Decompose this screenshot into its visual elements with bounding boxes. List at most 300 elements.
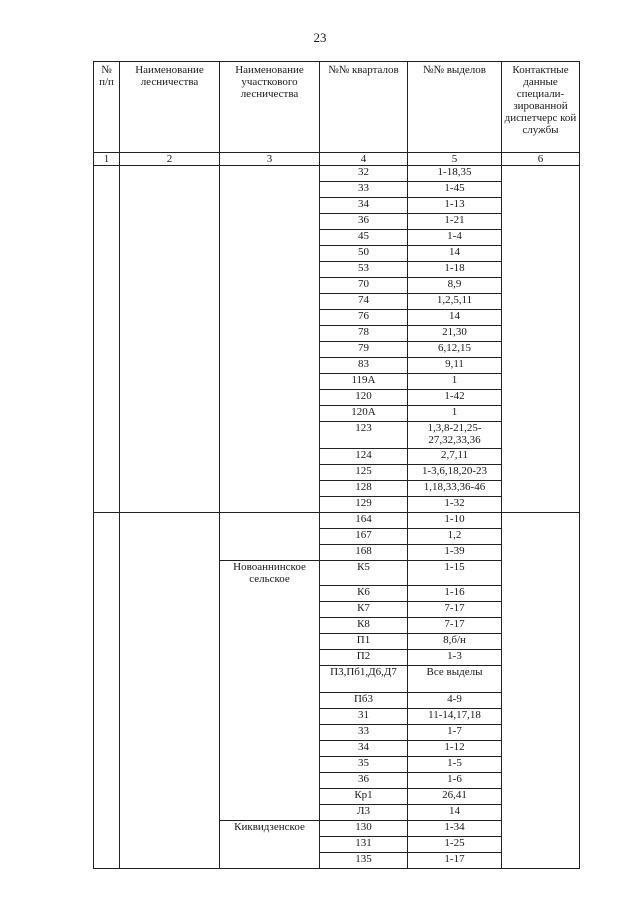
cell-quarter: 125 [320, 465, 408, 481]
cell-contacts [502, 692, 580, 708]
cell-quarter: 123 [320, 422, 408, 449]
cell-allotments: 26,41 [408, 788, 502, 804]
cell-quarter: 167 [320, 529, 408, 545]
cell-allotments: 2,7,11 [408, 449, 502, 465]
column-number-row [94, 153, 580, 166]
cell-contacts [502, 481, 580, 497]
cell-district-forestry [220, 166, 320, 182]
cell-number [94, 278, 120, 294]
cell-allotments: Все выделы [408, 665, 502, 692]
cell-forestry [120, 465, 220, 481]
table-row [94, 740, 580, 756]
cell-number [94, 342, 120, 358]
cell-quarter: 79 [320, 342, 408, 358]
cell-forestry [120, 374, 220, 390]
cell-forestry [120, 692, 220, 708]
cell-forestry [120, 182, 220, 198]
column-number: 1 [94, 153, 120, 166]
cell-quarter: К8 [320, 617, 408, 633]
cell-number [94, 513, 120, 529]
cell-district-forestry [220, 262, 320, 278]
cell-number [94, 820, 120, 836]
cell-contacts [502, 836, 580, 852]
cell-contacts [502, 788, 580, 804]
cell-district-forestry [220, 465, 320, 481]
cell-quarter: 36 [320, 214, 408, 230]
cell-allotments: 11-14,17,18 [408, 708, 502, 724]
cell-quarter: 124 [320, 449, 408, 465]
cell-number [94, 465, 120, 481]
cell-district-forestry [220, 326, 320, 342]
cell-quarter: 130 [320, 820, 408, 836]
cell-allotments: 1-34 [408, 820, 502, 836]
cell-forestry [120, 617, 220, 633]
cell-number [94, 358, 120, 374]
cell-allotments: 9,11 [408, 358, 502, 374]
table-row [94, 649, 580, 665]
cell-number [94, 481, 120, 497]
cell-forestry [120, 740, 220, 756]
cell-allotments: 7-17 [408, 601, 502, 617]
cell-number [94, 166, 120, 182]
column-number: 4 [320, 153, 408, 166]
cell-number [94, 246, 120, 262]
cell-number [94, 617, 120, 633]
cell-district-forestry [220, 633, 320, 649]
cell-number [94, 601, 120, 617]
cell-number [94, 529, 120, 545]
table-row [94, 804, 580, 820]
cell-quarter: 70 [320, 278, 408, 294]
cell-quarter: 135 [320, 852, 408, 868]
table-row [94, 449, 580, 465]
header-district-forestry: Наименование участкового лесничества [220, 62, 320, 153]
cell-contacts [502, 756, 580, 772]
cell-contacts [502, 465, 580, 481]
column-number: 3 [220, 153, 320, 166]
cell-forestry [120, 724, 220, 740]
cell-district-forestry [220, 230, 320, 246]
cell-number [94, 214, 120, 230]
cell-allotments: 14 [408, 246, 502, 262]
cell-quarter: Пб3 [320, 692, 408, 708]
cell-allotments: 1 [408, 406, 502, 422]
cell-district-forestry [220, 198, 320, 214]
cell-district-forestry [220, 772, 320, 788]
cell-number [94, 262, 120, 278]
table-row [94, 561, 580, 586]
cell-district-forestry [220, 740, 320, 756]
cell-contacts [502, 804, 580, 820]
cell-allotments: 6,12,15 [408, 342, 502, 358]
cell-allotments: 1-10 [408, 513, 502, 529]
cell-number [94, 724, 120, 740]
cell-forestry [120, 342, 220, 358]
table-row [94, 585, 580, 601]
cell-contacts [502, 585, 580, 601]
page-number: 23 [313, 30, 327, 45]
cell-quarter: 34 [320, 198, 408, 214]
cell-number [94, 374, 120, 390]
cell-allotments: 1-21 [408, 214, 502, 230]
cell-number [94, 198, 120, 214]
cell-forestry [120, 836, 220, 852]
cell-quarter: 50 [320, 246, 408, 262]
cell-allotments: 1-15 [408, 561, 502, 586]
table-row [94, 545, 580, 561]
table-row [94, 214, 580, 230]
cell-quarter: К6 [320, 585, 408, 601]
table-row [94, 166, 580, 182]
cell-forestry [120, 820, 220, 836]
cell-district-forestry [220, 545, 320, 561]
cell-number [94, 182, 120, 198]
cell-forestry [120, 513, 220, 529]
cell-number [94, 545, 120, 561]
cell-contacts [502, 198, 580, 214]
column-number: 5 [408, 153, 502, 166]
cell-number [94, 708, 120, 724]
table-row [94, 788, 580, 804]
table-row [94, 665, 580, 692]
cell-contacts [502, 294, 580, 310]
cell-contacts [502, 390, 580, 406]
cell-quarter: П3,Пб1,Д6,Д7 [320, 665, 408, 692]
cell-contacts [502, 852, 580, 868]
cell-contacts [502, 601, 580, 617]
cell-district-forestry [220, 708, 320, 724]
cell-quarter: 53 [320, 262, 408, 278]
cell-contacts [502, 422, 580, 449]
table-row [94, 724, 580, 740]
header-allotments: №№ выделов [408, 62, 502, 153]
cell-district-forestry [220, 692, 320, 708]
cell-allotments: 1-5 [408, 756, 502, 772]
cell-district-forestry [220, 513, 320, 529]
table-row [94, 310, 580, 326]
cell-quarter: 34 [320, 740, 408, 756]
cell-quarter: 78 [320, 326, 408, 342]
cell-district-forestry [220, 804, 320, 820]
cell-forestry [120, 326, 220, 342]
cell-number [94, 294, 120, 310]
table-row [94, 230, 580, 246]
cell-forestry [120, 166, 220, 182]
cell-district-forestry [220, 390, 320, 406]
cell-district-forestry [220, 358, 320, 374]
cell-forestry [120, 708, 220, 724]
table-row [94, 390, 580, 406]
cell-forestry [120, 772, 220, 788]
cell-forestry [120, 262, 220, 278]
cell-quarter: К5 [320, 561, 408, 586]
table-row [94, 358, 580, 374]
cell-number [94, 406, 120, 422]
cell-allotments: 1,18,33,36-46 [408, 481, 502, 497]
header-number: № п/п [94, 62, 120, 153]
cell-district-forestry [220, 481, 320, 497]
cell-allotments: 1-4 [408, 230, 502, 246]
cell-district-forestry [220, 852, 320, 868]
cell-contacts [502, 740, 580, 756]
cell-number [94, 852, 120, 868]
table-row [94, 756, 580, 772]
cell-allotments: 14 [408, 804, 502, 820]
cell-contacts [502, 633, 580, 649]
table-row [94, 422, 580, 449]
table-row [94, 692, 580, 708]
cell-number [94, 497, 120, 513]
cell-allotments: 1-45 [408, 182, 502, 198]
cell-forestry [120, 246, 220, 262]
cell-number [94, 561, 120, 586]
table-row [94, 326, 580, 342]
cell-contacts [502, 230, 580, 246]
cell-district-forestry [220, 294, 320, 310]
cell-forestry [120, 665, 220, 692]
cell-allotments: 4-9 [408, 692, 502, 708]
cell-quarter: 33 [320, 724, 408, 740]
cell-allotments: 1-39 [408, 545, 502, 561]
cell-district-forestry [220, 422, 320, 449]
cell-contacts [502, 326, 580, 342]
cell-number [94, 740, 120, 756]
cell-district-forestry [220, 665, 320, 692]
cell-number [94, 665, 120, 692]
table-row [94, 278, 580, 294]
cell-forestry [120, 633, 220, 649]
cell-allotments: 1-32 [408, 497, 502, 513]
cell-allotments: 1-6 [408, 772, 502, 788]
cell-quarter: 31 [320, 708, 408, 724]
cell-number [94, 772, 120, 788]
cell-contacts [502, 214, 580, 230]
cell-contacts [502, 182, 580, 198]
cell-number [94, 310, 120, 326]
cell-contacts [502, 545, 580, 561]
cell-contacts [502, 649, 580, 665]
cell-quarter: 76 [320, 310, 408, 326]
cell-district-forestry [220, 374, 320, 390]
cell-forestry [120, 545, 220, 561]
table-body [94, 166, 580, 869]
cell-quarter: 168 [320, 545, 408, 561]
cell-district-forestry [220, 214, 320, 230]
cell-contacts [502, 374, 580, 390]
cell-number [94, 422, 120, 449]
cell-forestry [120, 294, 220, 310]
cell-allotments: 1-18 [408, 262, 502, 278]
cell-district-forestry [220, 585, 320, 601]
cell-contacts [502, 497, 580, 513]
cell-allotments: 1-17 [408, 852, 502, 868]
cell-district-forestry [220, 724, 320, 740]
cell-allotments: 14 [408, 310, 502, 326]
cell-district-forestry [220, 756, 320, 772]
cell-forestry [120, 804, 220, 820]
cell-quarter: П1 [320, 633, 408, 649]
cell-quarter: 129 [320, 497, 408, 513]
cell-district-forestry [220, 497, 320, 513]
cell-allotments: 1-7 [408, 724, 502, 740]
table-row [94, 262, 580, 278]
cell-allotments: 1-3,6,18,20-23 [408, 465, 502, 481]
cell-forestry [120, 406, 220, 422]
cell-forestry [120, 358, 220, 374]
header-quarters: №№ кварталов [320, 62, 408, 153]
cell-district-forestry: Киквидзенское [220, 820, 320, 836]
table-row [94, 246, 580, 262]
header-contacts: Контактные данные специали-зированной диспетчерс кой службы [502, 62, 580, 153]
cell-district-forestry [220, 278, 320, 294]
cell-district-forestry [220, 649, 320, 665]
cell-forestry [120, 310, 220, 326]
cell-number [94, 585, 120, 601]
cell-quarter: 36 [320, 772, 408, 788]
table-row [94, 513, 580, 529]
column-number: 6 [502, 153, 580, 166]
table-row [94, 481, 580, 497]
cell-allotments: 1-42 [408, 390, 502, 406]
cell-allotments: 21,30 [408, 326, 502, 342]
cell-number [94, 756, 120, 772]
cell-forestry [120, 390, 220, 406]
table-row [94, 852, 580, 868]
cell-quarter: 128 [320, 481, 408, 497]
cell-allotments: 8,б/н [408, 633, 502, 649]
cell-district-forestry [220, 836, 320, 852]
cell-quarter: П2 [320, 649, 408, 665]
cell-contacts [502, 406, 580, 422]
table-row [94, 406, 580, 422]
cell-contacts [502, 617, 580, 633]
cell-quarter: 45 [320, 230, 408, 246]
cell-number [94, 326, 120, 342]
cell-contacts [502, 708, 580, 724]
cell-contacts [502, 262, 580, 278]
cell-contacts [502, 529, 580, 545]
cell-quarter: 74 [320, 294, 408, 310]
cell-forestry [120, 422, 220, 449]
cell-quarter: 120А [320, 406, 408, 422]
cell-allotments: 1-25 [408, 836, 502, 852]
cell-contacts [502, 820, 580, 836]
cell-allotments: 1-13 [408, 198, 502, 214]
cell-forestry [120, 756, 220, 772]
table-row [94, 633, 580, 649]
cell-quarter: 164 [320, 513, 408, 529]
cell-contacts [502, 358, 580, 374]
cell-quarter: 120 [320, 390, 408, 406]
cell-contacts [502, 665, 580, 692]
cell-quarter: Кр1 [320, 788, 408, 804]
cell-quarter: 32 [320, 166, 408, 182]
table-row [94, 617, 580, 633]
cell-number [94, 230, 120, 246]
cell-forestry [120, 214, 220, 230]
table-row [94, 465, 580, 481]
cell-allotments: 1-18,35 [408, 166, 502, 182]
cell-contacts [502, 449, 580, 465]
cell-quarter: 35 [320, 756, 408, 772]
table-row [94, 529, 580, 545]
cell-number [94, 649, 120, 665]
cell-district-forestry [220, 601, 320, 617]
cell-quarter: 33 [320, 182, 408, 198]
cell-district-forestry [220, 246, 320, 262]
table-row [94, 772, 580, 788]
table-row [94, 342, 580, 358]
cell-forestry [120, 852, 220, 868]
cell-contacts [502, 166, 580, 182]
cell-forestry [120, 788, 220, 804]
cell-contacts [502, 310, 580, 326]
cell-district-forestry [220, 406, 320, 422]
cell-quarter: 119А [320, 374, 408, 390]
cell-number [94, 836, 120, 852]
table-row [94, 182, 580, 198]
cell-forestry [120, 198, 220, 214]
cell-contacts [502, 278, 580, 294]
cell-number [94, 449, 120, 465]
cell-district-forestry [220, 529, 320, 545]
cell-quarter: К7 [320, 601, 408, 617]
cell-district-forestry [220, 449, 320, 465]
cell-district-forestry [220, 182, 320, 198]
cell-quarter: 83 [320, 358, 408, 374]
cell-forestry [120, 481, 220, 497]
table-row [94, 820, 580, 836]
cell-allotments: 1-16 [408, 585, 502, 601]
table-row [94, 294, 580, 310]
cell-contacts [502, 772, 580, 788]
cell-allotments: 1,2,5,11 [408, 294, 502, 310]
cell-forestry [120, 649, 220, 665]
cell-allotments: 7-17 [408, 617, 502, 633]
cell-allotments: 1-12 [408, 740, 502, 756]
cell-district-forestry: Новоаннинское сельское [220, 561, 320, 586]
cell-number [94, 390, 120, 406]
cell-allotments: 1,2 [408, 529, 502, 545]
table-row [94, 374, 580, 390]
cell-forestry [120, 529, 220, 545]
cell-contacts [502, 561, 580, 586]
cell-quarter: Л3 [320, 804, 408, 820]
cell-allotments: 1-3 [408, 649, 502, 665]
cell-quarter: 131 [320, 836, 408, 852]
table-row [94, 497, 580, 513]
cell-forestry [120, 449, 220, 465]
cell-forestry [120, 585, 220, 601]
cell-district-forestry [220, 788, 320, 804]
cell-allotments: 8,9 [408, 278, 502, 294]
header-row [94, 62, 580, 153]
cell-contacts [502, 724, 580, 740]
cell-forestry [120, 601, 220, 617]
cell-forestry [120, 497, 220, 513]
cell-contacts [502, 513, 580, 529]
cell-allotments: 1,3,8-21,25-27,32,33,36 [408, 422, 502, 449]
cell-forestry [120, 230, 220, 246]
cell-district-forestry [220, 617, 320, 633]
header-forestry: Наименование лесничества [120, 62, 220, 153]
cell-number [94, 692, 120, 708]
cell-forestry [120, 278, 220, 294]
table-row [94, 708, 580, 724]
cell-number [94, 804, 120, 820]
cell-allotments: 1 [408, 374, 502, 390]
cell-forestry [120, 561, 220, 586]
